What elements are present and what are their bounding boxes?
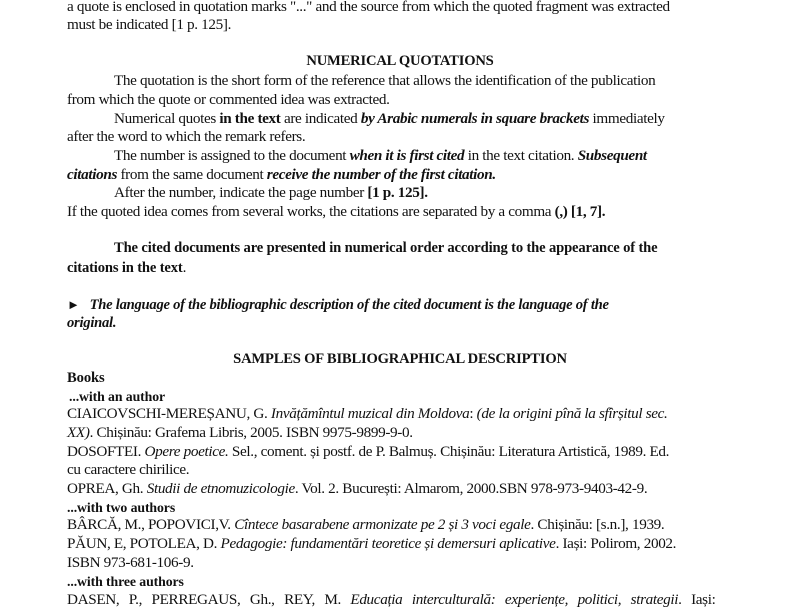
nq-p3-line-1 xyxy=(114,147,647,164)
entry-3-line xyxy=(67,480,647,497)
three-authors-label: ...with three authors xyxy=(67,574,184,589)
entry-1-publisher: . Chișinău: Grafema Libris, 2005. ISBN 9975-9899-9-0. xyxy=(89,424,413,441)
nq-p1-line-2: from which the quote or commented idea was extracted. xyxy=(67,91,390,108)
nq-p3-text-b: when it is first cited xyxy=(349,147,465,164)
intro-line-2: must be indicated [1 p. 125]. xyxy=(67,16,232,33)
nq-p5-text-a: If the quoted idea comes from several works, the citations are separated by a comma xyxy=(67,203,555,220)
nq-p2-line-1 xyxy=(114,110,665,127)
nq-p3-line2-b: from the same document xyxy=(117,166,267,183)
entry-1-title: Invățămîntul muzical din Moldova xyxy=(270,405,470,422)
nq-p3-text-d: Subsequent xyxy=(577,147,647,164)
books-label: Books xyxy=(67,370,105,386)
nq-p3-text-c: in the text citation. xyxy=(464,147,578,164)
entry-5-details: . Iași: Polirom, 2002. xyxy=(555,535,677,552)
nq-p2-text-d: by Arabic numerals in square brackets xyxy=(360,110,590,127)
nq-p4-line xyxy=(114,184,428,201)
nq-p5-line xyxy=(67,203,605,220)
one-author-label: ...with an author xyxy=(69,389,166,404)
order-note-line-2-text: citations in the text xyxy=(67,260,183,276)
entry-5-authors: PĂUN, E, POTOLEA, D. xyxy=(67,535,221,552)
entry-1-subtitle: (de la origini pînă la sfîrșitul sec. xyxy=(476,405,668,422)
entry-4-line xyxy=(67,516,664,533)
nq-p1-line-1: The quotation is the short form of the reference that allows the identification of the publication xyxy=(114,72,656,89)
order-note-line-2-end: . xyxy=(182,259,187,276)
right-triangle-icon: ► xyxy=(67,297,80,312)
intro-line-1: a quote is enclosed in quotation marks "..." and the source from which the quoted fragment was extracted xyxy=(67,0,670,15)
entry-3-title: Studii de etnomuzicologie xyxy=(146,480,295,497)
entry-2-line-1 xyxy=(67,443,669,460)
entry-6-authors: DASEN, P., PERREGAUS, Gh., REY, M. xyxy=(67,591,351,608)
order-note-line-2 xyxy=(67,259,186,277)
entry-4-details: . Chișinău: [s.n.], 1939. xyxy=(530,516,665,533)
language-note-line-2: original. xyxy=(67,315,117,331)
entry-5-title: Pedagogie: fundamentări teoretice și demersuri aplicative xyxy=(220,535,556,552)
nq-p4-text-b: [1 p. 125]. xyxy=(367,184,428,201)
nq-p5-text-b: (,) [1, 7]. xyxy=(554,203,606,220)
entry-4-authors: BÂRCĂ, M., POPOVICI,V. xyxy=(67,516,235,533)
entry-1-line-2 xyxy=(67,424,413,441)
nq-p2-text-b: in the text xyxy=(219,110,281,127)
entry-6-title: Educația interculturală: experiențe, politici, strategii xyxy=(350,591,679,608)
entry-4-title: Cîntece basarabene armonizate pe 2 și 3 voci egale xyxy=(234,516,531,533)
nq-p2-line-2: after the word to which the remark refers. xyxy=(67,128,306,145)
entry-3-author: OPREA, Gh. xyxy=(67,480,147,497)
numerical-quotations-heading: NUMERICAL QUOTATIONS xyxy=(306,53,494,69)
nq-p3-text-a: The number is assigned to the document xyxy=(114,147,350,164)
entry-2-line-2: cu caractere chirilice. xyxy=(67,461,190,478)
entry-1-line-1 xyxy=(67,405,668,422)
nq-p2-text-a: Numerical quotes xyxy=(114,110,220,127)
entry-2-details: Sel., coment. și postf. de P. Balmuș. Chișinău: Literatura Artistică, 1989. Ed. xyxy=(228,443,670,460)
nq-p3-line2-c: receive the number of the first citation. xyxy=(266,166,496,183)
two-authors-label: ...with two authors xyxy=(67,500,176,515)
nq-p3-line-2 xyxy=(67,166,496,183)
nq-p2-text-e: immediately xyxy=(589,110,665,127)
entry-2-author: DOSOFTEI. xyxy=(67,443,145,460)
entry-5-line-2: ISBN 973-681-106-9. xyxy=(67,554,194,571)
nq-p4-text-a: After the number, indicate the page number xyxy=(114,184,368,201)
nq-p2-text-c: are indicated xyxy=(280,110,361,127)
entry-5-line-1 xyxy=(67,535,676,552)
nq-p3-line2-a: citations xyxy=(67,166,118,183)
language-note-text: The language of the bibliographic description of the cited document is the language of the xyxy=(89,297,609,313)
entry-6-details: . Iași: xyxy=(678,591,716,608)
entry-1-sep: : xyxy=(469,405,477,422)
entry-1-author: CIAICOVSCHI-MEREȘANU, G. xyxy=(67,405,271,422)
entry-1-subtitle-end: XX) xyxy=(67,424,90,441)
samples-heading: SAMPLES OF BIBLIOGRAPHICAL DESCRIPTION xyxy=(233,351,567,367)
entry-3-details: . Vol. 2. București: Almarom, 2000.SBN 978-973-9403-42-9. xyxy=(294,480,648,497)
language-note-line-1 xyxy=(67,296,609,314)
entry-2-title: Opere poetice. xyxy=(144,443,229,460)
order-note-line-1: The cited documents are presented in numerical order according to the appearance of the xyxy=(114,240,658,256)
